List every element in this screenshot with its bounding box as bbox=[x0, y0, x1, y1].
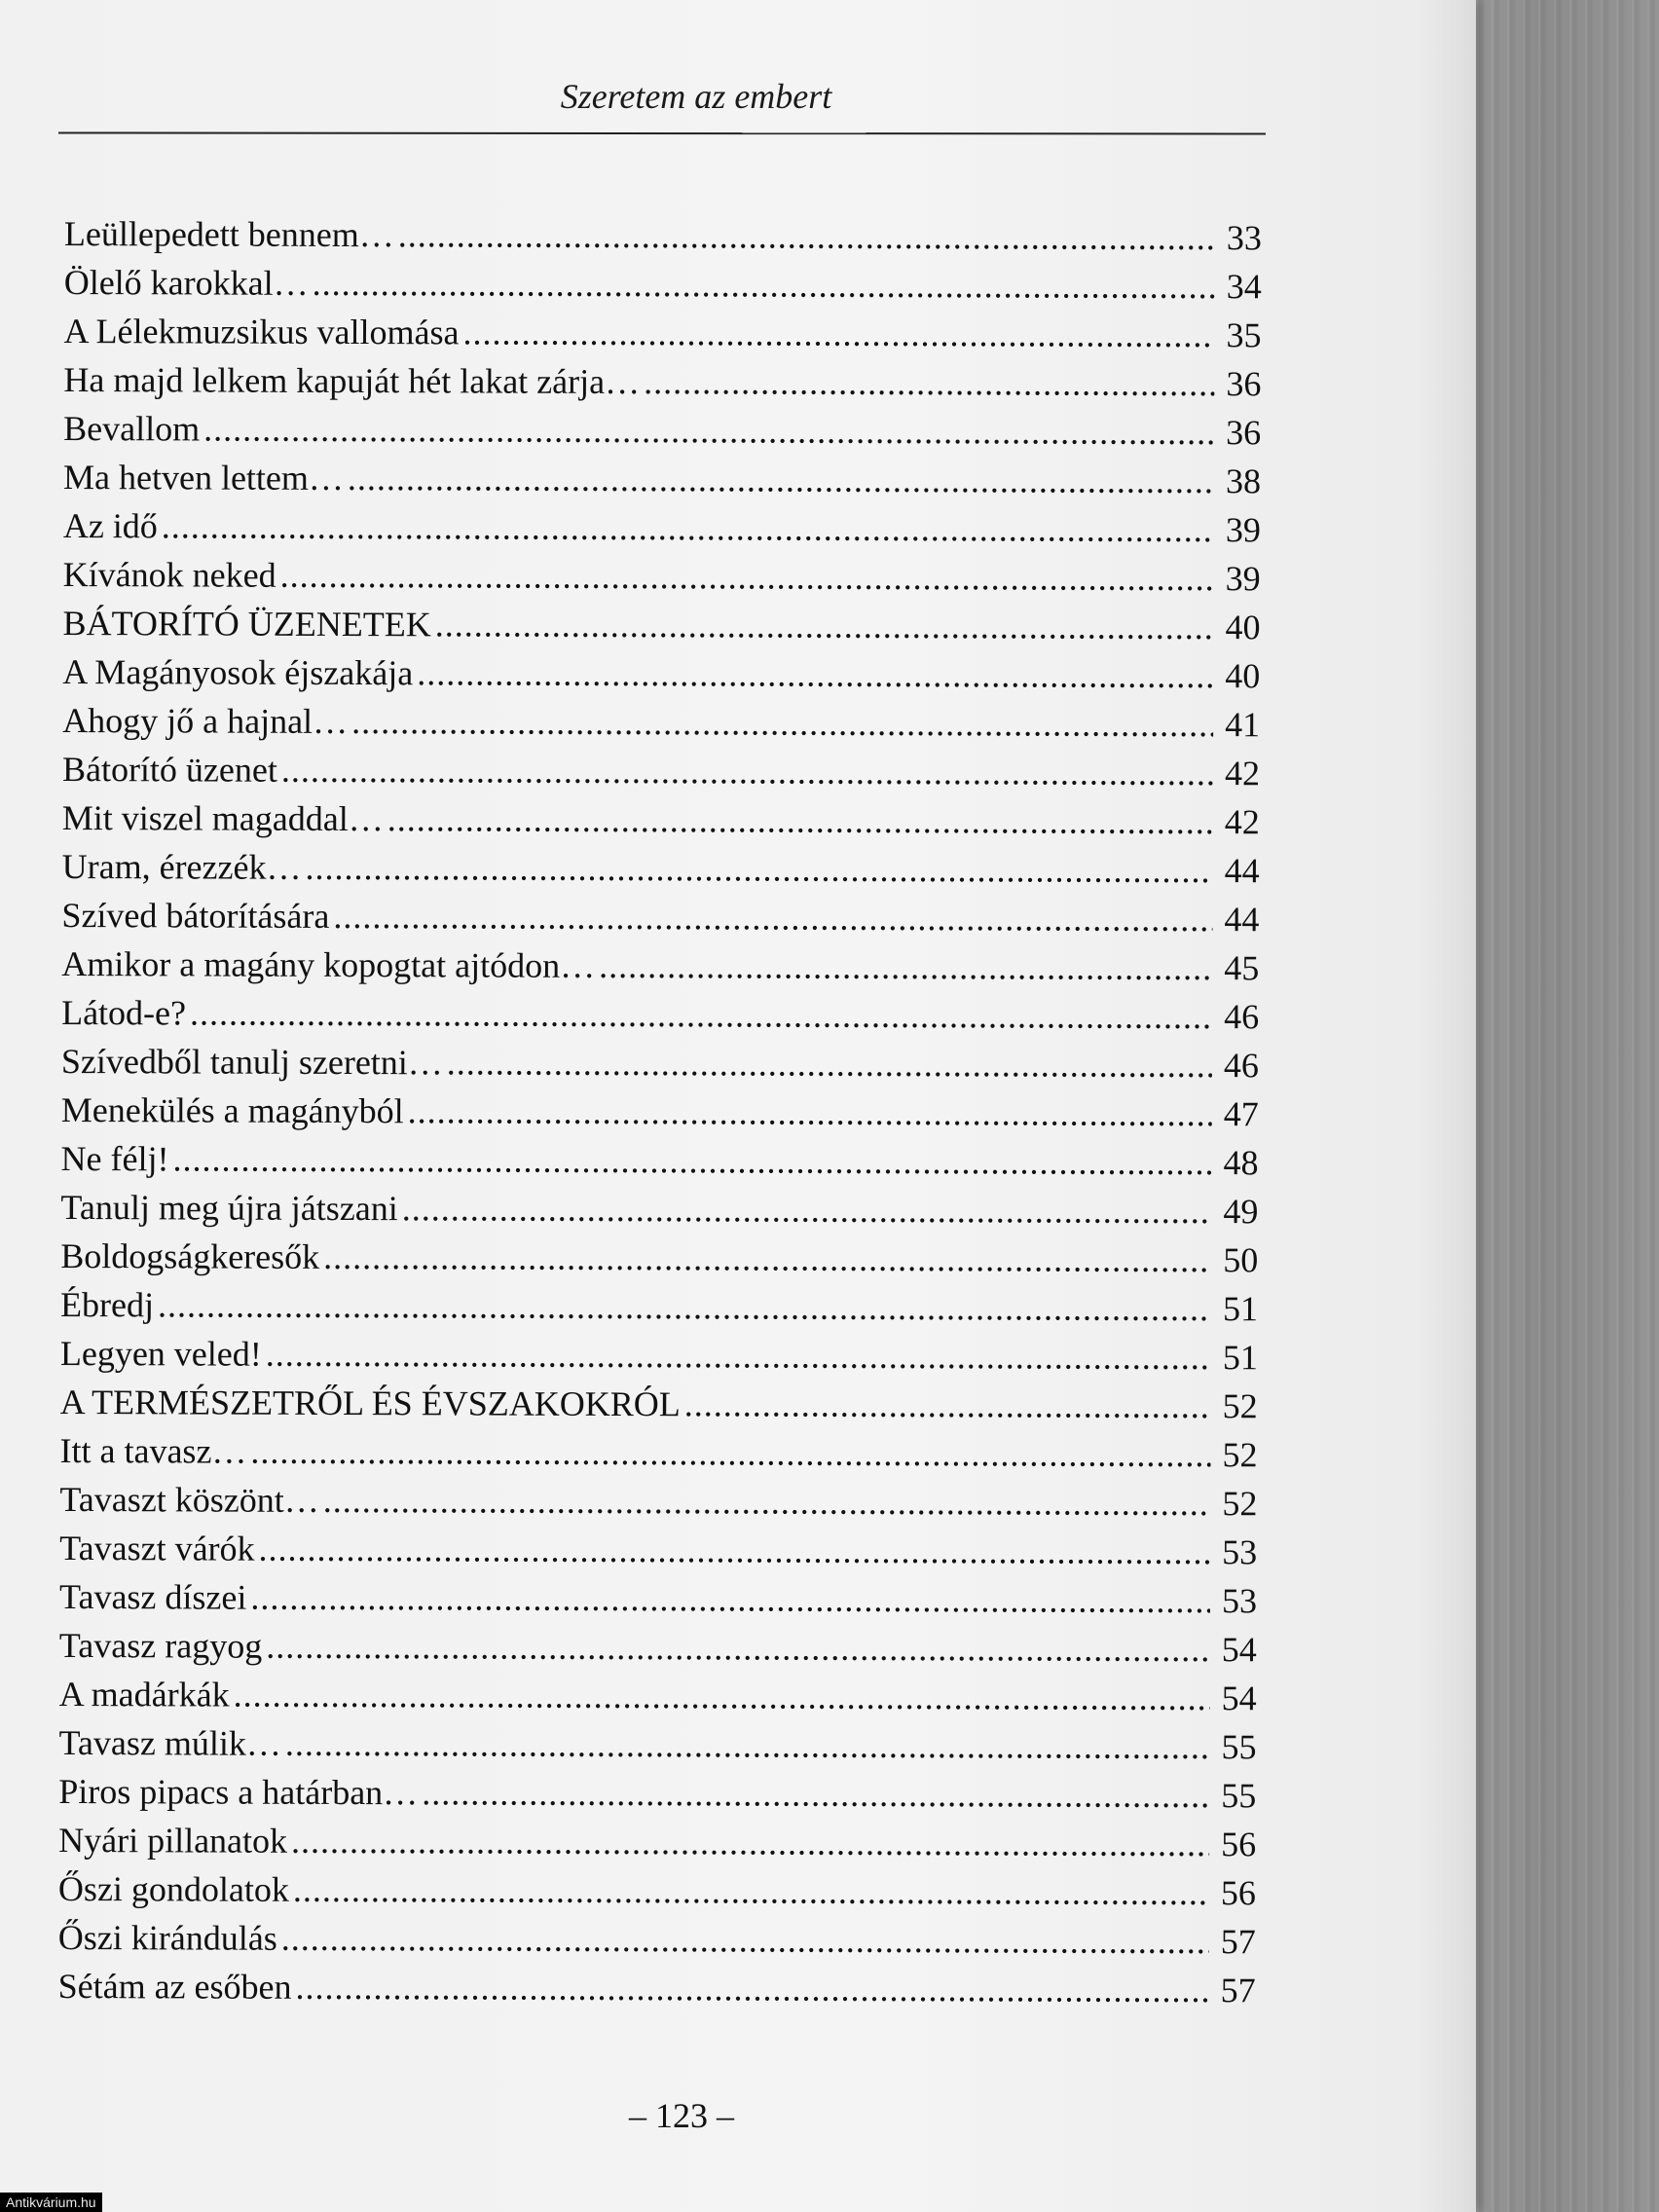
toc-dot-leader bbox=[250, 1573, 1210, 1625]
toc-entry-page: 50 bbox=[1223, 1240, 1259, 1280]
toc-entry-title: Ébredj bbox=[60, 1284, 155, 1325]
toc-entry bbox=[58, 1816, 1256, 1868]
header-rule bbox=[58, 131, 1266, 134]
toc-entry-title: Tavaszt várók bbox=[59, 1528, 255, 1568]
toc-entry bbox=[60, 1232, 1258, 1284]
toc-dot-leader bbox=[435, 600, 1214, 651]
toc-entry-page: 53 bbox=[1222, 1532, 1258, 1572]
toc-entry bbox=[60, 1378, 1258, 1430]
toc-entry bbox=[61, 988, 1259, 1041]
toc-entry bbox=[62, 842, 1260, 895]
toc-entry-page: 46 bbox=[1224, 997, 1260, 1037]
toc-entry-page: 42 bbox=[1224, 754, 1261, 793]
toc-entry bbox=[59, 1572, 1257, 1625]
toc-entry bbox=[61, 891, 1259, 943]
toc-entry bbox=[61, 1134, 1259, 1187]
toc-entry-page: 47 bbox=[1223, 1094, 1259, 1134]
background-surface bbox=[1460, 0, 1659, 2212]
toc-entry-title: Szívedből tanulj szeretni… bbox=[60, 1041, 443, 1083]
toc-dot-leader bbox=[250, 1427, 1210, 1479]
toc-entry-title: Piros pipacs a határban… bbox=[58, 1771, 419, 1813]
toc-entry-title: Bevallom bbox=[63, 408, 201, 449]
toc-dot-leader bbox=[323, 1233, 1211, 1284]
toc-entry-page: 53 bbox=[1221, 1581, 1258, 1621]
toc-entry bbox=[60, 1329, 1258, 1382]
toc-entry-page: 36 bbox=[1226, 364, 1262, 404]
toc-entry-page: 40 bbox=[1225, 608, 1261, 647]
toc-dot-leader bbox=[234, 1671, 1210, 1723]
toc-entry bbox=[63, 355, 1261, 408]
toc-entry-page: 51 bbox=[1222, 1338, 1258, 1378]
toc-entry-title: Tavasz díszei bbox=[58, 1576, 247, 1617]
toc-dot-leader bbox=[447, 1038, 1212, 1089]
toc-entry-page: 57 bbox=[1220, 1971, 1256, 2010]
toc-dot-leader bbox=[333, 892, 1212, 943]
toc-entry-page: 44 bbox=[1224, 900, 1260, 940]
toc-entry bbox=[58, 1767, 1256, 1820]
toc-entry-page: 44 bbox=[1224, 851, 1260, 891]
toc-entry-page: 55 bbox=[1221, 1727, 1257, 1767]
toc-dot-leader bbox=[203, 405, 1214, 458]
toc-dot-leader bbox=[684, 1380, 1211, 1430]
toc-entry-page: 57 bbox=[1220, 1922, 1256, 1962]
toc-entry-title: Boldogságkeresők bbox=[60, 1235, 320, 1276]
toc-entry-page: 48 bbox=[1223, 1143, 1259, 1183]
toc-entry-page: 54 bbox=[1221, 1678, 1257, 1718]
toc-dot-leader bbox=[351, 697, 1213, 749]
toc-entry bbox=[58, 1913, 1256, 1966]
toc-entry-title: Őszi gondolatok bbox=[57, 1868, 290, 1909]
toc-dot-leader bbox=[323, 1476, 1211, 1528]
toc-dot-leader bbox=[422, 1768, 1209, 1820]
toc-dot-leader bbox=[402, 1184, 1212, 1235]
toc-entry-title: Mit viszel magaddal… bbox=[61, 797, 384, 839]
toc-entry-page: 41 bbox=[1225, 705, 1261, 745]
toc-entry bbox=[58, 1718, 1256, 1771]
toc-entry bbox=[61, 940, 1259, 992]
toc-entry-title: Sétám az esőben bbox=[57, 1966, 292, 2007]
toc-entry-page: 52 bbox=[1222, 1435, 1258, 1475]
toc-entry-title: Ha majd lelkem kapuját hét lakat zárja… bbox=[63, 359, 641, 402]
toc-entry bbox=[63, 453, 1261, 505]
toc-entry bbox=[63, 404, 1261, 457]
toc-entry bbox=[62, 599, 1260, 651]
toc-dot-leader bbox=[599, 941, 1212, 992]
toc-entry bbox=[61, 1037, 1259, 1089]
toc-dot-leader bbox=[172, 1134, 1211, 1187]
toc-dot-leader bbox=[295, 1963, 1208, 2014]
toc-entry bbox=[64, 209, 1262, 262]
toc-entry-title: A madárkák bbox=[58, 1674, 230, 1714]
running-header: Szeretem az embert bbox=[560, 77, 832, 116]
toc-entry-page: 40 bbox=[1225, 656, 1261, 696]
toc-dot-leader bbox=[285, 1719, 1210, 1771]
toc-dot-leader bbox=[280, 551, 1214, 603]
toc-entry-title: A Magányosok éjszakája bbox=[62, 651, 414, 693]
toc-entry-title: A Lélekmuzsikus vallomása bbox=[63, 311, 460, 352]
toc-entry-title: Uram, érezzék… bbox=[61, 846, 302, 887]
toc-dot-leader bbox=[387, 794, 1213, 846]
toc-entry-page: 45 bbox=[1224, 948, 1260, 988]
toc-entry-page: 52 bbox=[1222, 1484, 1258, 1524]
toc-entry-page: 39 bbox=[1225, 510, 1261, 550]
toc-entry-title: A TERMÉSZETRŐL ÉS ÉVSZAKOKRÓL bbox=[59, 1382, 681, 1424]
toc-dot-leader bbox=[398, 210, 1215, 262]
toc-entry-title: Őszi kirándulás bbox=[57, 1917, 277, 1958]
toc-entry bbox=[59, 1670, 1257, 1722]
toc-dot-leader bbox=[305, 843, 1212, 895]
toc-dot-leader bbox=[348, 454, 1214, 505]
toc-entry bbox=[62, 745, 1260, 797]
toc-entry-page: 51 bbox=[1222, 1289, 1259, 1329]
toc-entry bbox=[59, 1524, 1257, 1576]
toc-entry-title: Tavaszt köszönt… bbox=[59, 1479, 319, 1520]
toc-entry-page: 33 bbox=[1226, 218, 1262, 258]
toc-entry-page: 34 bbox=[1226, 267, 1262, 307]
toc-dot-leader bbox=[190, 988, 1212, 1041]
toc-entry bbox=[60, 1280, 1258, 1333]
toc-dot-leader bbox=[266, 1330, 1211, 1382]
toc-entry bbox=[59, 1621, 1257, 1674]
toc-entry-title: Tavasz ragyog bbox=[58, 1625, 263, 1666]
toc-entry-title: Legyen veled! bbox=[59, 1333, 262, 1374]
toc-entry-title: Ahogy jő a hajnal… bbox=[62, 700, 349, 742]
toc-dot-leader bbox=[462, 308, 1214, 359]
toc-entry-page: 52 bbox=[1222, 1386, 1258, 1426]
toc-entry bbox=[59, 1426, 1257, 1479]
toc-entry bbox=[62, 647, 1260, 700]
toc-entry bbox=[64, 258, 1262, 311]
toc-dot-leader bbox=[281, 1914, 1209, 1966]
toc-entry-title: Ne félj! bbox=[60, 1138, 169, 1179]
toc-entry-title: Menekülés a magányból bbox=[60, 1089, 404, 1131]
toc-dot-leader bbox=[408, 1087, 1212, 1138]
toc-entry-title: Ma hetven lettem… bbox=[62, 457, 345, 498]
toc-dot-leader bbox=[644, 357, 1214, 408]
table-of-contents bbox=[58, 209, 1262, 2014]
toc-entry-title: Kívánok neked bbox=[62, 554, 276, 595]
toc-dot-leader bbox=[291, 1817, 1209, 1868]
toc-dot-leader bbox=[281, 746, 1213, 797]
toc-entry-title: Tanulj meg újra játszani bbox=[60, 1187, 398, 1229]
toc-entry bbox=[58, 1962, 1256, 2014]
toc-dot-leader bbox=[162, 501, 1214, 554]
toc-entry bbox=[61, 1086, 1259, 1138]
toc-dot-leader bbox=[417, 648, 1213, 700]
toc-entry-page: 49 bbox=[1223, 1192, 1259, 1232]
toc-entry-title: Nyári pillanatok bbox=[58, 1820, 288, 1861]
toc-entry-page: 54 bbox=[1221, 1630, 1257, 1670]
toc-entry-page: 35 bbox=[1226, 315, 1262, 355]
toc-entry-title: Leüllepedett bennem… bbox=[63, 213, 394, 255]
toc-entry bbox=[62, 696, 1260, 749]
toc-entry bbox=[63, 307, 1261, 359]
toc-dot-leader bbox=[266, 1622, 1210, 1674]
toc-entry-page: 56 bbox=[1221, 1825, 1257, 1864]
toc-dot-leader bbox=[313, 259, 1215, 311]
toc-entry-title: Az idő bbox=[62, 505, 158, 546]
toc-entry-title: Tavasz múlik… bbox=[58, 1722, 282, 1763]
toc-entry-title: BÁTORÍTÓ ÜZENETEK bbox=[62, 603, 431, 645]
toc-entry bbox=[63, 501, 1261, 554]
toc-entry-title: Itt a tavasz… bbox=[59, 1430, 247, 1471]
toc-entry-page: 56 bbox=[1220, 1873, 1257, 1913]
page-number: – 123 – bbox=[629, 2096, 734, 2135]
watermark: Antikvárium.hu bbox=[0, 2193, 102, 2212]
toc-dot-leader bbox=[259, 1525, 1211, 1576]
toc-entry-title: Bátorító üzenet bbox=[61, 749, 277, 790]
toc-entry-title: Látod-e? bbox=[61, 992, 187, 1033]
toc-entry-page: 36 bbox=[1226, 413, 1262, 453]
toc-entry bbox=[59, 1475, 1257, 1528]
toc-dot-leader bbox=[158, 1280, 1211, 1333]
toc-entry bbox=[58, 1864, 1256, 1917]
toc-dot-leader bbox=[293, 1865, 1209, 1917]
toc-entry-title: Szíved bátorítására bbox=[61, 895, 330, 936]
toc-entry bbox=[63, 550, 1261, 603]
toc-entry-page: 38 bbox=[1225, 461, 1262, 501]
toc-entry-page: 46 bbox=[1223, 1046, 1260, 1086]
toc-entry-page: 42 bbox=[1224, 802, 1260, 842]
toc-entry bbox=[62, 793, 1260, 846]
toc-entry-page: 55 bbox=[1221, 1776, 1257, 1816]
toc-entry bbox=[60, 1183, 1258, 1235]
toc-entry-page: 39 bbox=[1225, 559, 1261, 599]
toc-entry-title: Ölelő karokkal… bbox=[63, 262, 309, 303]
toc-entry-title: Amikor a magány kopogtat ajtódon… bbox=[61, 943, 596, 985]
